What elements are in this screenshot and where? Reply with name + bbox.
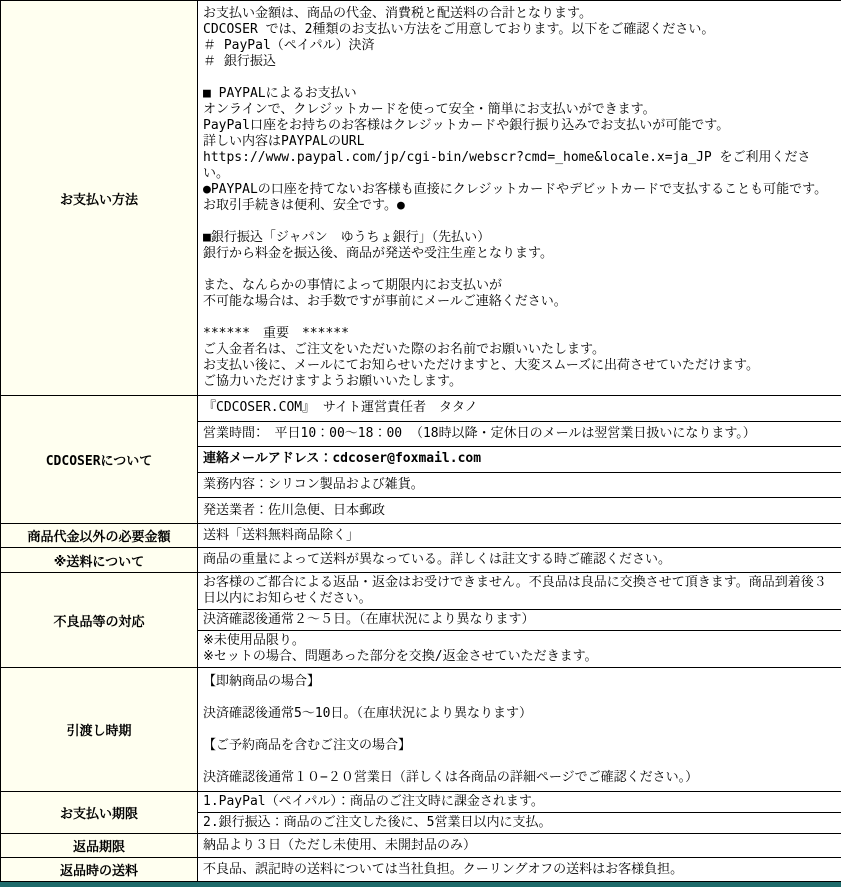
table-row bbox=[1, 834, 841, 858]
table-row bbox=[1, 858, 841, 882]
content-cell-about-cdcoser-0 bbox=[198, 396, 841, 422]
text-line: お支払い金額は、商品の代金、消費税と配送料の合計となります。 bbox=[203, 6, 836, 22]
content-cell-payment-deadline-0 bbox=[198, 792, 841, 813]
content-cell-about-shipping-0 bbox=[198, 548, 841, 573]
content-cell-about-cdcoser-4 bbox=[198, 498, 841, 524]
text-line: お客様のご都合による返品・返金はお受けできません。不良品は良品に交換させて頂きます。商品到着後３日以内にお知らせください。 bbox=[203, 575, 836, 607]
content-cell-about-cdcoser-2 bbox=[198, 447, 841, 473]
row-header-defective-items: 不良品等の対応 bbox=[1, 573, 198, 668]
paypal-url-text: https://www.paypal.com/jp/cgi-bin/webscr?cmd=_home&locale.x=ja_JP をご利用ください。 bbox=[203, 150, 836, 182]
content-cell-defective-items-2 bbox=[198, 631, 841, 668]
table-row bbox=[1, 573, 841, 610]
text-line: ご入金者名は、ご注文をいただいた際のお名前でお願いいたします。 bbox=[203, 342, 836, 358]
text-line bbox=[203, 262, 836, 278]
text-line: 『CDCOSER.COM』 サイト運営責任者 タタノ bbox=[203, 400, 836, 416]
text-line: PayPal口座をお持ちのお客様はクレジットカードや銀行振り込みでお支払いが可能です。 bbox=[203, 118, 836, 134]
table-row bbox=[1, 524, 841, 548]
text-line bbox=[203, 310, 836, 326]
text-line: 1.PayPal（ペイパル）：商品のご注文時に課金されます。 bbox=[203, 794, 836, 810]
text-line: 決済確認後通常１０−２０営業日（詳しくは各商品の詳細ページでご確認ください。） bbox=[203, 770, 836, 786]
text-line: お支払い後に、メールにてお知らせいただけますと、大変スムーズに出荷させていただけます。 bbox=[203, 358, 836, 374]
row-header-about-shipping: ※送料について bbox=[1, 548, 198, 573]
text-line: ※セットの場合、問題あった部分を交換/返金させていただきます。 bbox=[203, 649, 836, 665]
content-cell-about-cdcoser-3 bbox=[198, 472, 841, 498]
row-header-payment-deadline: お支払い期限 bbox=[1, 792, 198, 834]
text-line bbox=[203, 214, 836, 230]
row-header-payment-method: お支払い方法 bbox=[1, 1, 198, 396]
text-line: 納品より３日（ただし未使用、未開封品のみ） bbox=[203, 838, 836, 854]
text-line: 【即納商品の場合】 bbox=[203, 674, 836, 690]
content-cell-delivery-time-0 bbox=[198, 668, 841, 792]
text-line bbox=[203, 754, 836, 770]
footer-bar bbox=[0, 882, 841, 887]
text-line: CDCOSER では、2種類のお支払い方法をご用意しております。以下をご確認ください。 bbox=[203, 22, 836, 38]
content-cell-payment-deadline-1 bbox=[198, 813, 841, 834]
text-line: 業務内容：シリコン製品および雑貨。 bbox=[203, 477, 836, 493]
text-line: オンラインで、クレジットカードを使って安全・簡単にお支払いができます。 bbox=[203, 102, 836, 118]
text-line: ご協力いただけますようお願いいたします。 bbox=[203, 374, 836, 390]
row-header-about-cdcoser: CDCOSERについて bbox=[1, 396, 198, 524]
text-line bbox=[203, 722, 836, 738]
row-header-delivery-time: 引渡し時期 bbox=[1, 668, 198, 792]
text-line: 不可能な場合は、お手数ですが事前にメールご連絡ください。 bbox=[203, 294, 836, 310]
shop-info-table-body bbox=[1, 1, 841, 882]
table-row bbox=[1, 548, 841, 573]
text-line: ●PAYPALの口座を持てないお客様も直接にクレジットカードやデビットカードで支払することも可能です。 bbox=[203, 182, 836, 198]
text-line: 2.銀行振込：商品のご注文した後に、5営業日以内に支払。 bbox=[203, 815, 836, 831]
text-line: 発送業者：佐川急便、日本郵政 bbox=[203, 503, 836, 519]
text-line: ＃ 銀行振込 bbox=[203, 54, 836, 70]
text-line: また、なんらかの事情によって期限内にお支払いが bbox=[203, 278, 836, 294]
table-row bbox=[1, 396, 841, 422]
content-cell-defective-items-0 bbox=[198, 573, 841, 610]
table-row bbox=[1, 1, 841, 396]
content-cell-defective-items-1 bbox=[198, 610, 841, 631]
text-line: 決済確認後通常5〜10日。（在庫状況により異なります） bbox=[203, 706, 836, 722]
text-line: 詳しい内容はPAYPALのURL bbox=[203, 134, 836, 150]
row-header-return-shipping: 返品時の送料 bbox=[1, 858, 198, 882]
text-line: ****** 重要 ****** bbox=[203, 326, 836, 342]
contact-email-text: 連絡メールアドレス：cdcoser@foxmail.com bbox=[203, 451, 836, 467]
text-line: ＃ PayPal（ペイパル）決済 bbox=[203, 38, 836, 54]
text-line: 【ご予約商品を含むご注文の場合】 bbox=[203, 738, 836, 754]
text-line: 不良品、誤記時の送料については当社負担。クーリングオフの送料はお客様負担。 bbox=[203, 862, 836, 878]
text-line bbox=[203, 70, 836, 86]
text-line: ■ PAYPALによるお支払い bbox=[203, 86, 836, 102]
content-cell-payment-method-0 bbox=[198, 1, 841, 396]
text-line: 銀行から料金を振込後、商品が発送や受注生産となります。 bbox=[203, 246, 836, 262]
table-row bbox=[1, 668, 841, 792]
content-cell-about-cdcoser-1 bbox=[198, 421, 841, 447]
content-cell-extra-fees-0 bbox=[198, 524, 841, 548]
text-line: ※未使用品限り。 bbox=[203, 633, 836, 649]
content-cell-return-deadline-0 bbox=[198, 834, 841, 858]
text-line: 営業時間： 平日10：00〜18：00 （18時以降・定休日のメールは翌営業日扱いになります。） bbox=[203, 426, 836, 442]
text-line: 商品の重量によって送料が異なっている。詳しくは註文する時ご確認ください。 bbox=[203, 552, 836, 568]
text-line: 送料「送料無料商品除く」 bbox=[203, 528, 836, 544]
text-line: 決済確認後通常２〜５日。（在庫状況により異なります） bbox=[203, 612, 836, 628]
row-header-return-deadline: 返品期限 bbox=[1, 834, 198, 858]
row-header-extra-fees: 商品代金以外の必要金額 bbox=[1, 524, 198, 548]
content-cell-return-shipping-0 bbox=[198, 858, 841, 882]
text-line bbox=[203, 690, 836, 706]
text-line: お取引手続きは便利、安全です。● bbox=[203, 198, 836, 214]
text-line: ■銀行振込「ジャパン ゆうちょ銀行」（先払い） bbox=[203, 230, 836, 246]
table-row bbox=[1, 792, 841, 813]
